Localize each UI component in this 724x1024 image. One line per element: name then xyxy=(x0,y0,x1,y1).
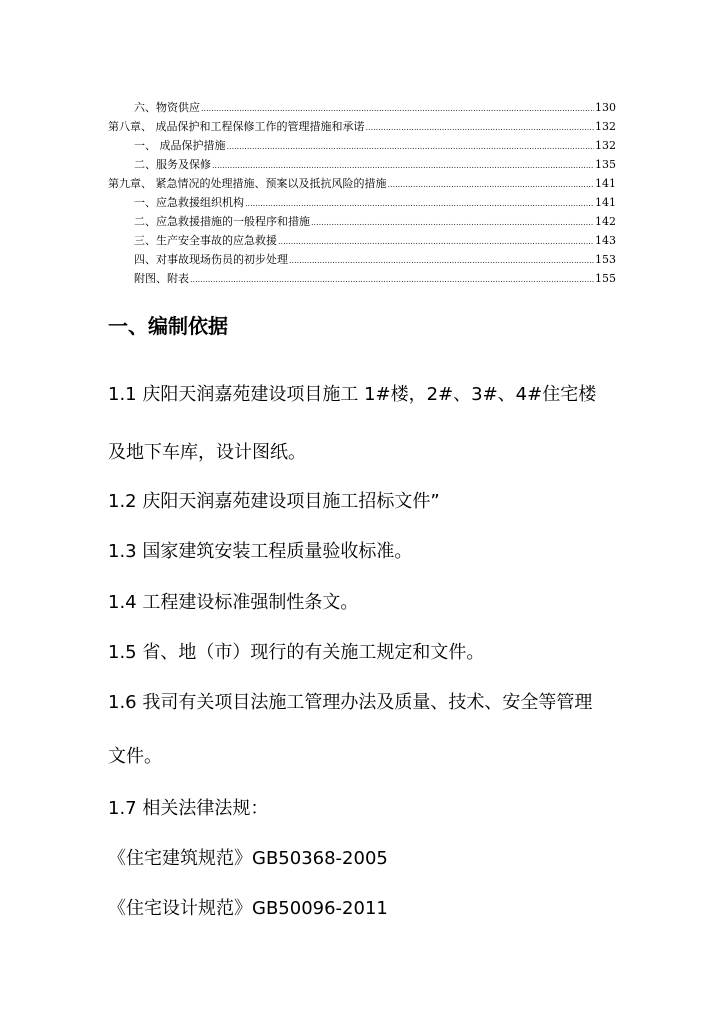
section-heading: 一、编制依据 xyxy=(108,314,228,338)
toc-entry[interactable] xyxy=(108,212,616,231)
toc-entry-page: 132 xyxy=(595,120,616,133)
toc-entry[interactable] xyxy=(108,231,616,250)
toc-entry-page: 155 xyxy=(595,272,616,285)
toc-entry[interactable] xyxy=(108,98,616,117)
toc-entry-page: 143 xyxy=(595,234,616,247)
toc-leader-dots xyxy=(311,212,594,232)
toc-entry-label: 三、生产安全事故的应急救援 xyxy=(134,234,277,247)
basis-item-1-3: 1.3 国家建筑安装工程质量验收标准。 xyxy=(108,541,413,562)
basis-item-1-1: 1.1 庆阳天润嘉苑建设项目施工 1#楼，2#、3#、4#住宅楼 xyxy=(108,384,597,405)
toc-entry-page: 135 xyxy=(595,158,616,171)
toc-entry-page: 153 xyxy=(595,253,616,266)
toc-entry-label: 一、应急救援组织机构 xyxy=(134,196,244,209)
toc-leader-dots xyxy=(201,98,594,118)
basis-item-1-4: 1.4 工程建设标准强制性条文。 xyxy=(108,592,359,613)
regulation-item: 《住宅设计规范》GB50096-2011 xyxy=(108,898,388,919)
toc-entry-page: 132 xyxy=(595,139,616,152)
toc-entry[interactable] xyxy=(108,117,616,136)
toc-leader-dots xyxy=(190,269,594,289)
basis-item-1-2: 1.2 庆阳天润嘉苑建设项目施工招标文件” xyxy=(108,491,440,512)
toc-leader-dots xyxy=(278,231,594,251)
toc-entry-label: 六、物资供应 xyxy=(134,101,200,114)
regulation-item: 《住宅建筑规范》GB50368-2005 xyxy=(108,848,388,869)
toc-leader-dots xyxy=(366,117,595,137)
toc-leader-dots xyxy=(388,174,595,194)
toc-entry[interactable] xyxy=(108,155,616,174)
table-of-contents xyxy=(108,98,616,288)
basis-item-1-7: 1.7 相关法律法规： xyxy=(108,798,269,819)
basis-item-1-6-continued: 文件。 xyxy=(108,746,162,767)
basis-item-1-1-continued: 及地下车库，设计图纸。 xyxy=(108,442,306,463)
toc-entry[interactable] xyxy=(108,136,616,155)
toc-entry[interactable] xyxy=(108,174,616,193)
basis-item-1-6: 1.6 我司有关项目法施工管理办法及质量、技术、安全等管理 xyxy=(108,692,593,713)
toc-entry[interactable] xyxy=(108,250,616,269)
toc-entry-page: 142 xyxy=(595,215,616,228)
toc-entry[interactable] xyxy=(108,193,616,212)
toc-leader-dots xyxy=(212,155,594,175)
toc-entry-label: 第九章、 紧急情况的处理措施、预案以及抵抗风险的措施 xyxy=(108,177,387,190)
toc-leader-dots xyxy=(245,193,594,213)
toc-entry-page: 141 xyxy=(595,177,616,190)
toc-entry-label: 附图、附表 xyxy=(134,272,189,285)
toc-entry-label: 第八章、 成品保护和工程保修工作的管理措施和承诺 xyxy=(108,120,365,133)
toc-entry-label: 二、应急救援措施的一般程序和措施 xyxy=(134,215,310,228)
toc-entry-label: 二、服务及保修 xyxy=(134,158,211,171)
toc-entry[interactable] xyxy=(108,269,616,288)
toc-entry-page: 141 xyxy=(595,196,616,209)
toc-entry-page: 130 xyxy=(595,101,616,114)
basis-item-1-5: 1.5 省、地（市）现行的有关施工规定和文件。 xyxy=(108,642,485,663)
toc-leader-dots xyxy=(289,250,594,270)
toc-entry-label: 四、对事故现场伤员的初步处理 xyxy=(134,253,288,266)
toc-leader-dots xyxy=(227,136,595,156)
toc-entry-label: 一、 成品保护措施 xyxy=(134,139,226,152)
